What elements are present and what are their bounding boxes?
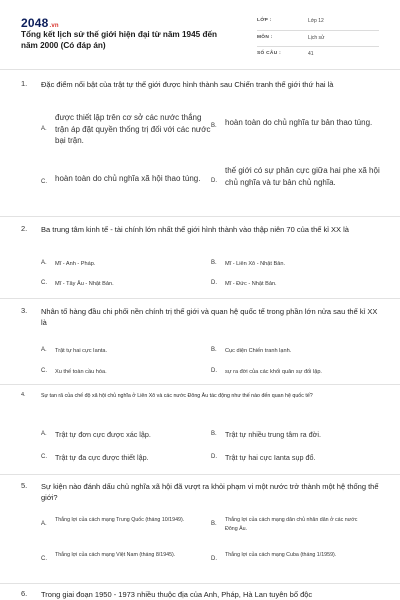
meta-key: SỐ CÂU : xyxy=(257,51,281,56)
option-letter: B. xyxy=(211,521,217,527)
option-letter: C. xyxy=(41,556,47,562)
question-number: 1. xyxy=(21,79,28,88)
meta-row-subject xyxy=(257,31,379,48)
option-text: Mĩ - Đức - Nhật Bản. xyxy=(225,281,277,287)
option-letter: D. xyxy=(211,280,217,286)
option-letter: D. xyxy=(211,368,217,374)
option-text: Mĩ - Tây Âu - Nhật Bản. xyxy=(55,281,114,287)
meta-value: Lớp 12 xyxy=(308,18,324,24)
question-number: 3. xyxy=(21,306,28,315)
logo-main: 2048 xyxy=(21,16,49,30)
option-letter: C. xyxy=(41,368,47,374)
option-letter: C. xyxy=(41,280,47,286)
option-letter: A. xyxy=(41,347,47,353)
option-letter: B. xyxy=(211,260,217,266)
option-letter: D. xyxy=(211,178,217,184)
question-6 xyxy=(21,589,383,600)
option-letter: C. xyxy=(41,179,47,185)
meta-key: MÔN : xyxy=(257,34,273,40)
question-4 xyxy=(21,392,383,472)
question-3 xyxy=(21,306,383,382)
option-letter: B. xyxy=(211,123,217,129)
question-text: Trong giai đoạn 1950 - 1973 nhiều thuộc địa của Anh, Pháp, Hà Lan tuyên bố độc xyxy=(41,590,313,599)
option-letter: A. xyxy=(41,260,47,266)
question-divider xyxy=(0,583,400,584)
option-text: Thắng lợi của cách mạng dân chủ nhân dân ở các nước Đông Âu. xyxy=(225,517,358,532)
question-divider xyxy=(0,216,400,217)
option-text: Mĩ - Liên Xô - Nhật Bản. xyxy=(225,261,286,267)
option-text: sự ra đời của các khối quân sự đối lập. xyxy=(225,369,322,375)
header-divider xyxy=(0,69,400,70)
question-text: Đặc điểm nổi bật của trật tự thế giới được hình thành sau Chiến tranh thế giới thứ hai là xyxy=(41,80,334,89)
option-text: Mĩ - Anh - Pháp. xyxy=(55,261,96,267)
site-logo[interactable] xyxy=(21,16,59,30)
document-header xyxy=(21,12,379,72)
option-text: Trật tự đơn cực được xác lập. xyxy=(55,430,151,439)
option-text: hoàn toàn do chủ nghĩa xã hội thao túng. xyxy=(55,174,201,183)
option-letter: B. xyxy=(211,431,217,437)
meta-value: 41 xyxy=(308,51,314,57)
option-text: Thắng lợi của cách mạng Cuba (tháng 1/1959). xyxy=(225,552,337,558)
question-divider xyxy=(0,384,400,385)
option-text: được thiết lập trên cơ sở các nước thắng trận áp đặt quyền thống trị đối với các nước bại trận. xyxy=(55,113,211,145)
option-letter: C. xyxy=(41,454,47,460)
option-text: Trật tự hai cực Ianta. xyxy=(55,348,108,354)
option-letter: B. xyxy=(211,347,217,353)
option-text: thế giới có sự phân cực giữa hai phe xã hội chủ nghĩa và tư bản chủ nghĩa. xyxy=(225,166,380,187)
option-text: hoàn toàn do chủ nghĩa tư bản thao túng. xyxy=(225,118,373,127)
option-text: Cục diện Chiến tranh lạnh. xyxy=(225,348,292,354)
option-letter: A. xyxy=(41,126,47,132)
question-number: 5. xyxy=(21,481,28,490)
question-text: Sự kiện nào đánh dấu chủ nghĩa xã hội đã vượt ra khỏi phạm vi một nước trở thành một hệ thống thế giới? xyxy=(41,482,379,502)
option-text: Thắng lợi của cách mạng Trung Quốc (tháng 10/1949). xyxy=(55,517,185,523)
option-letter: A. xyxy=(41,431,47,437)
option-letter: D. xyxy=(211,454,217,460)
meta-row-grade xyxy=(257,14,379,31)
option-text: Xu thế toàn cầu hóa. xyxy=(55,369,107,375)
question-2 xyxy=(21,224,383,294)
document-meta xyxy=(257,14,379,64)
question-text: Nhân tố hàng đầu chi phối nền chính trị thế giới và quan hệ quốc tế trong phần lớn nửa sau thế kỉ XX là xyxy=(41,307,378,327)
question-text: Sự tan rã của chế độ xã hội chủ nghĩa ở Liên Xô và các nước Đông Âu tác động như thế nào đến quan hệ quốc tế? xyxy=(41,393,313,399)
question-divider xyxy=(0,474,400,475)
question-text: Ba trung tâm kinh tế - tài chính lớn nhất thế giới hình thành vào thập niên 70 của thế kỉ XX là xyxy=(41,225,349,234)
document-title: Tổng kết lịch sử thế giới hiện đại từ năm 1945 đến năm 2000 (Có đáp án) xyxy=(21,30,218,50)
option-letter: A. xyxy=(41,521,47,527)
question-5 xyxy=(21,481,383,583)
option-text: Thắng lợi của cách mạng Việt Nam (tháng 8/1945). xyxy=(55,552,176,558)
option-text: Trật tự đa cực được thiết lập. xyxy=(55,453,149,462)
question-1 xyxy=(21,79,383,207)
meta-row-count xyxy=(257,47,379,64)
option-text: Trật tự hai cực Ianta sụp đổ. xyxy=(225,453,316,462)
logo-tld: .vn xyxy=(49,23,59,29)
meta-key: LỚP : xyxy=(257,18,272,23)
question-number: 4. xyxy=(21,392,26,398)
option-text: Trật tự nhiều trung tâm ra đời. xyxy=(225,430,321,439)
option-letter: D. xyxy=(211,556,217,562)
question-number: 6. xyxy=(21,589,28,598)
meta-value: Lịch sử xyxy=(308,34,325,41)
question-divider xyxy=(0,298,400,299)
question-number: 2. xyxy=(21,224,28,233)
